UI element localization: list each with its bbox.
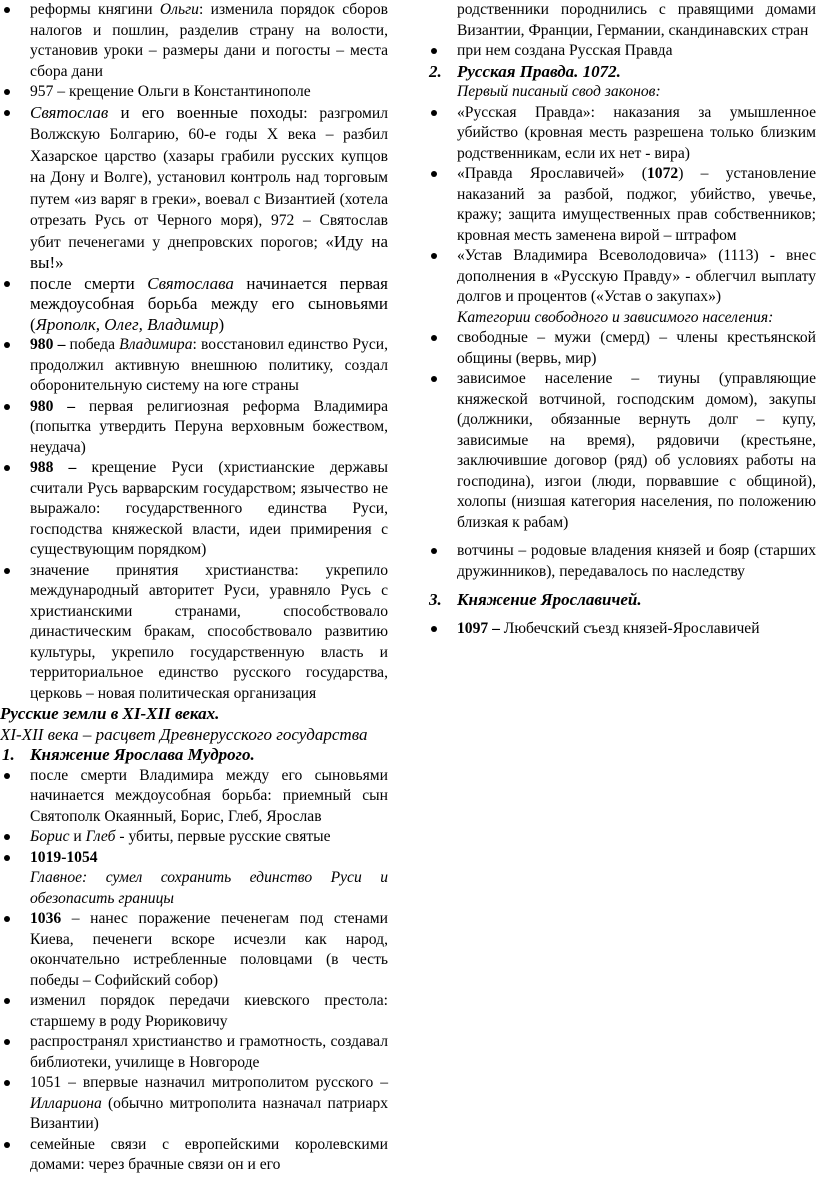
- subheading-first-code: Первый писаный свод законов:: [457, 83, 661, 100]
- text: крещение Руси (христианские державы считали Русь варварским государством; язычество не выражало: государственного единства Руси, господства княжеской власти, идеи примирения с существующим порядком): [30, 459, 389, 558]
- year-bold: 1097 –: [457, 619, 500, 637]
- text: : разгромил Волжскую Болгарию, 60-е годы Х века – разбил Хазарское царство (хазары грабили русских купцов на Дону и Волге), установил контроль над торговым путем «из варяг в греки», воевал с Византией (хотела отрезать Русь от Черного моря), 972 – Святослав убит печенегами у днепровских порогов;: [30, 104, 388, 251]
- list-item-first-feud: [0, 274, 388, 336]
- left-bullet-list-2: [0, 766, 388, 1176]
- text: победа: [65, 336, 120, 353]
- list-item-olga-reforms: [0, 0, 388, 82]
- left-bullet-list-1: [0, 0, 388, 704]
- right-bullet-list-5: [427, 619, 816, 640]
- right-bullet-list-2: [427, 103, 816, 308]
- year-bold: 1019-1054: [30, 848, 98, 866]
- list-item-punishments: «Русская Правда»: наказания за умышленное убийство (кровная месть разрешена только близким родственникам, если их нет - вира): [427, 103, 816, 165]
- list-item-olga-baptism: 957 – крещение Ольги в Константинополе: [0, 82, 388, 103]
- list-item-988-baptism: [0, 458, 388, 561]
- list-item-literacy: распространял христианство и грамотность, создавал библиотеки, училище в Новгороде: [0, 1032, 388, 1073]
- list-item-1097: [427, 619, 816, 640]
- list-item-feud: после смерти Владимира между его сыновьями начинается междоусобная борьба: приемный сын Святополк Окаянный, Борис, Глеб, Ярослав: [0, 766, 388, 828]
- list-item-votchiny: вотчины – родовые владения князей и бояр (старших дружинников), передавалось по наследству: [427, 541, 816, 582]
- text: - убиты, первые русские святые: [115, 828, 331, 845]
- text: : изменила порядок сборов налогов и пошлин, разделив страну на волости, установив уроки – размеры дани и погосты – места сбора дани: [30, 1, 388, 80]
- text: 1051 – впервые назначил митрополитом русского –: [30, 1074, 388, 1091]
- heading-number: 3.: [429, 590, 442, 609]
- text-italic: Святослав: [30, 102, 109, 122]
- list-item-980-victory: [0, 335, 388, 397]
- heading-text: Русская Правда. 1072.: [457, 61, 621, 81]
- list-item-succession: изменил порядок передачи киевского престола: старшему в роду Рюриковичу: [0, 991, 388, 1032]
- heading-yaroslav: [0, 745, 388, 766]
- heading-text: Княжение Ярославичей.: [457, 590, 642, 609]
- text: – нанес поражение печенегам под стенами Киева, печенеги вскоре исчезли как народ, окончательно истребленные половцами (в честь победы – Софийский собор): [30, 910, 388, 989]
- spacer: [427, 611, 816, 619]
- text: начинается первая междоусобная борьба между его сыновьями (: [30, 273, 388, 334]
- text: и: [69, 828, 86, 845]
- year-bold: 980 –: [30, 397, 76, 415]
- text: «Правда Ярославичей» (: [457, 165, 647, 182]
- text-italic: Иллариона: [30, 1094, 102, 1112]
- text-italic: Владимира: [119, 336, 193, 353]
- right-column: [427, 0, 816, 639]
- list-item-christianity-significance: значение принятия христианства: укрепило международный авторитет Руси, уравняло Русь с христианскими странами, способствовало династическим бракам, способствовало развитию культуры, укрепило государственную власть и территориальное единство русского государства, церковь – новая политическая организация: [0, 561, 388, 705]
- text: (обычно митрополита назначал патриарх Византии): [30, 1094, 388, 1132]
- heading-russkaya-pravda: [427, 62, 816, 83]
- list-item-1036: [0, 909, 388, 991]
- year-bold: 980 –: [30, 336, 66, 353]
- text: ) – установление наказаний за разбой, поджог, убийство, увечье, кражу; защита имущественных прав собственников; кровная месть заменена вирой – штрафом: [457, 165, 816, 244]
- list-item-pravda-yaroslavichey: [427, 164, 816, 246]
- text: Любечский съезд князей-Ярославичей: [499, 619, 760, 637]
- spacer: [427, 533, 816, 541]
- heading-text: Княжение Ярослава Мудрого.: [30, 745, 255, 764]
- list-item-980-reform: [0, 397, 388, 459]
- right-bullet-list-3: [427, 328, 816, 533]
- text-italic: Святослава: [147, 273, 234, 293]
- right-bullet-list-4: [427, 541, 816, 582]
- left-column: [0, 0, 388, 1176]
- list-item-1051: [0, 1073, 388, 1135]
- text-italic: Ольги: [159, 1, 199, 18]
- year-bold: 1036: [30, 910, 62, 927]
- text: : восстановил единство Руси, продолжил активную внешнюю политику, создал оборонительную систему на юге страны: [30, 336, 388, 394]
- list-item-free: свободные – мужи (смерд) – члены крестьянской общины (вервь, мир): [427, 328, 816, 369]
- section-title: Русские земли в XI-XII веках.: [0, 704, 220, 723]
- list-item-boris-gleb: [0, 827, 388, 848]
- continued-text: родственники породнились с правящими домами Византии, Франции, Германии, скандинавских стран: [457, 1, 816, 39]
- right-bullet-list-1: [427, 41, 816, 62]
- text-italic: Ярополк, Олег, Владимир: [35, 314, 219, 334]
- year-bold: 1072: [647, 165, 679, 182]
- list-item-svyatoslav: [0, 103, 388, 274]
- list-item-russkaya-pravda: при нем создана Русская Правда: [427, 41, 816, 62]
- heading-number: 2.: [429, 61, 442, 81]
- text: реформы княгини: [30, 1, 160, 18]
- text-italic: Борис: [30, 828, 70, 845]
- subheading-categories: Категории свободного и зависимого населения:: [457, 308, 774, 326]
- list-item-ustav-vladimira: «Устав Владимира Всеволодовича» (1113) - внес дополнения в «Русскую Правду» - облегчил выплату долгов и процентов («Устав о закупах»): [427, 246, 816, 308]
- heading-number: 1.: [2, 745, 15, 764]
- text: и его военные походы: [108, 102, 304, 122]
- list-item-reign-years: [0, 848, 388, 910]
- spacer: [427, 582, 816, 590]
- text: после смерти: [30, 273, 148, 293]
- text: первая религиозная реформа Владимира (попытка утвердить Перуна верховным божеством, неудача): [30, 397, 388, 456]
- text: ): [218, 314, 225, 334]
- section-subtitle: XI-XII века – расцвет Древнерусского государства: [0, 724, 368, 744]
- heading-yaroslavichi: [427, 590, 816, 611]
- text: «Иду на вы!»: [30, 231, 388, 272]
- year-bold: 988 –: [30, 459, 77, 476]
- text-italic: Глеб: [85, 828, 116, 845]
- text-italic: Главное: сумел сохранить единство Руси и обезопасить границы: [30, 869, 388, 907]
- list-item-dependent: зависимое население – тиуны (управляющие княжеской вотчиной, господским домом), закупы (должники, обязанные вернуть долг – купу, зависимые на время), рядовичи (крестьяне, заключившие договор (ряд) об условиях работы на господина), изгои (люди, порвавшие с общиной), холопы (низшая категория населения, по положению близкая к рабам): [427, 369, 816, 533]
- list-item-family-ties: семейные связи с европейскими королевскими домами: через брачные связи он и его: [0, 1135, 388, 1176]
